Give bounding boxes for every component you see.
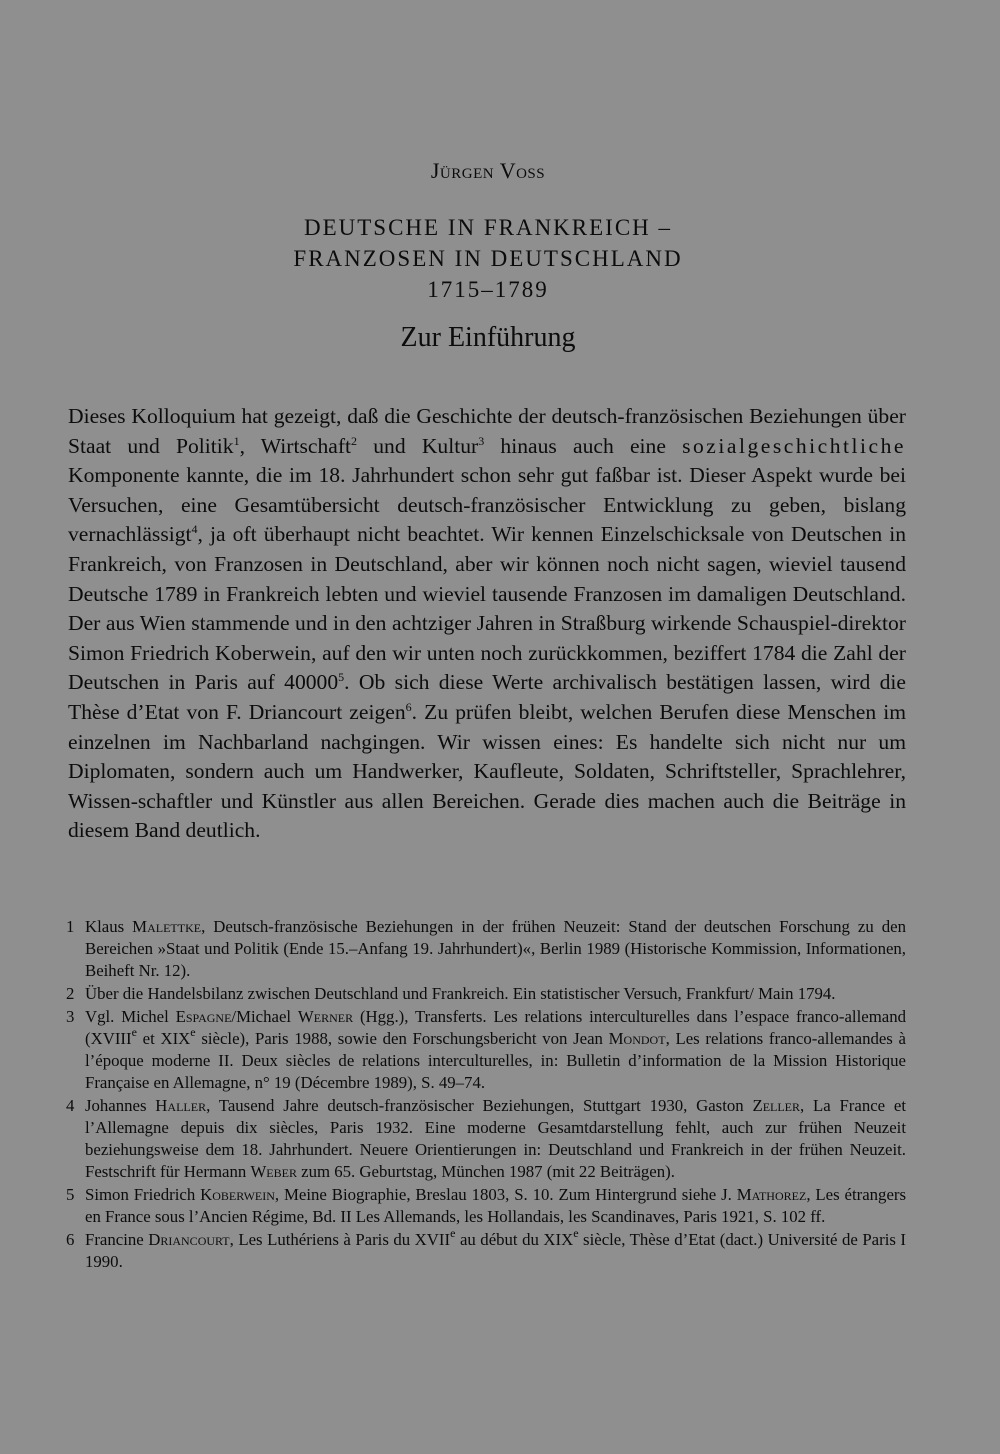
body-text-segment: und Kultur [357,433,479,458]
title-line-2: FRANZOSEN IN DEUTSCHLAND [293,246,683,271]
footnote-2 [66,983,906,1005]
superscript: e [450,1226,456,1240]
body-text-segment: Komponente kannte, die im 18. Jahrhundert schon sehr gut faßbar ist. Dieser Aspekt wurde bei Versuchen, eine Gesamtübersicht deutsch-französischer Entwicklung zu geben, bislang vernachlässigt [68,463,906,547]
superscript: e [190,1025,196,1039]
body-text-segment: . Ob sich diese Werte archivalisch bestätigen lassen, wird die Thèse d’Etat von F. Driancourt zeigen [68,670,906,724]
footnote-author-name: Malettke [132,917,202,936]
article-title [0,212,976,305]
footnote-text: , Les Luthériens à Paris du XVII [229,1230,451,1249]
footnote-text: zum 65. Geburtstag, München 1987 (mit 22 Beiträgen). [296,1162,675,1181]
footnote-author-name: Werner [297,1007,354,1026]
footnote-author-name: Koberwein [200,1185,275,1204]
footnote-6 [66,1226,907,1273]
footnote-5 [66,1184,906,1228]
footnote-1 [66,916,906,982]
footnote-4 [66,1095,906,1183]
footnote-text: , La France et l’Allemagne depuis dix siècles, Paris 1932. Eine moderne Gesamtdarstellung fehlt, auch zur frühen Neuzeit beziehungsweise dem 18. Jahrhundert. Neuere Orientierungen in: Deutschland und Frankreich in der frühen Neuzeit. Festschrift für Hermann [85,1096,906,1181]
footnote-number: 5 [66,1185,75,1204]
footnote-text: au début du XIX [455,1230,574,1249]
footnotes [66,916,906,1274]
emphasized-text: sozialgeschichtliche [682,433,906,458]
footnote-ref: 5 [338,670,345,685]
footnote-number: 4 [66,1096,75,1115]
footnote-text: , Les relations franco-allemandes à l’époque moderne II. Deux siècles de relations interculturelles, in: Bulletin d’information de la Mission Historique Française en Allemagne, n° 19 (Décembre 1989), S. 49–74. [85,1029,906,1092]
footnote-text: siècle), Paris 1988, sowie den Forschungsbericht von Jean [195,1029,609,1048]
body-text-segment: hinaus auch eine [484,433,683,458]
footnote-author-name: Haller [155,1096,207,1115]
footnote-text: Francine [85,1230,149,1249]
footnote-author-name: Weber [250,1162,297,1181]
footnote-text: Klaus [85,917,133,936]
footnote-number: 3 [66,1007,75,1026]
footnote-text: (Hgg.), Transferts. Les relations interculturelles dans l’espace franco-allemand (XVIII [85,1007,906,1048]
body-text-segment: Dieses Kolloquium hat gezeigt, daß die Geschichte der deutsch-französischen Beziehungen über Staat und Politik [68,404,906,458]
footnote-text: /Michael [231,1007,298,1026]
superscript: e [573,1226,579,1240]
body-text-segment: . Zu prüfen bleibt, welchen Berufen diese Menschen im einzelnen im Nachbarland nachgingen. Wir wissen eines: Es handelte sich nicht nur um Diplomaten, sondern auch um Handwerker, Kaufleute, Soldaten, Schriftsteller, Sprachlehrer, Wissen-schaftler und Künstler aus allen Bereichen. Gerade dies machen auch die Beiträge in diesem Band deutlich. [68,699,907,843]
footnote-ref: 4 [191,522,198,537]
footnote-text: , Meine Biographie, Breslau 1803, S. 10. Zum Hintergrund siehe J. [274,1185,737,1204]
footnote-text: siècle, Thèse d’Etat (dact.) Université de Paris I 1990. [85,1230,907,1271]
body-text-segment: , Wirtschaft [239,433,352,458]
footnote-text: , Les étrangers en France sous l’Ancien Régime, Bd. II Les Allemands, les Hollandais, les Scandinaves, Paris 1921, S. 102 ff. [85,1185,907,1226]
body-text-segment: , ja oft überhaupt nicht beachtet. Wir kennen Einzelschicksale von Deutschen in Frankreich, von Franzosen in Deutschland, aber wir können noch nicht sagen, wieviel tausend Deutsche 1789 in Frankreich lebten und wieviel tausende Franzosen im damaligen Deutschland. Der aus Wien stammende und in den achtziger Jahren in Straßburg wirkende Schauspiel-direktor Simon Friedrich Koberwein, auf den wir unten noch zurückkommen, beziffert 1784 die Zahl der Deutschen in Paris auf 40000 [68,522,906,695]
footnote-ref: 6 [405,699,412,714]
footnote-text: Simon Friedrich [85,1185,201,1204]
title-years: 1715–1789 [427,277,549,302]
footnote-text: Vgl. Michel [85,1007,176,1026]
footnote-text: , Deutsch-französische Beziehungen in der frühen Neuzeit: Stand der deutschen Forschung zu den Bereichen »Staat und Politik (Ende 15.–Anfang 19. Jahrhundert)«, Berlin 1989 (Historische Kommission, Informationen, Beiheft Nr. 12). [85,917,906,980]
title-line-1: DEUTSCHE IN FRANKREICH – [303,215,673,240]
footnote-ref: 1 [233,433,240,448]
body-paragraph [68,402,906,846]
footnote-ref: 2 [351,433,358,448]
footnote-number: 2 [66,984,75,1003]
footnote-author-name: Zeller [752,1096,801,1115]
section-heading: Zur Einführung [400,322,576,353]
author-name: Jürgen Voss [430,158,546,183]
footnote-3 [66,1006,906,1094]
footnote-text: , Tausend Jahre deutsch-französischer Beziehungen, Stuttgart 1930, Gaston [206,1096,753,1115]
footnote-author-name: Driancourt [148,1230,230,1249]
footnote-author-name: Mondot [608,1029,666,1048]
footnote-author-name: Espagne [175,1007,232,1026]
footnote-text: Über die Handelsbilanz zwischen Deutschland und Frankreich. Ein statistischer Versuch, Frankfurt/ Main 1794. [85,984,836,1003]
footnote-number: 1 [66,917,75,936]
footnote-text: et XIX [136,1029,191,1048]
footnote-ref: 3 [478,433,485,448]
footnote-number: 6 [66,1230,75,1249]
footnote-author-name: Mathorez [736,1185,807,1204]
superscript: e [131,1025,137,1039]
footnote-text: Johannes [85,1096,156,1115]
